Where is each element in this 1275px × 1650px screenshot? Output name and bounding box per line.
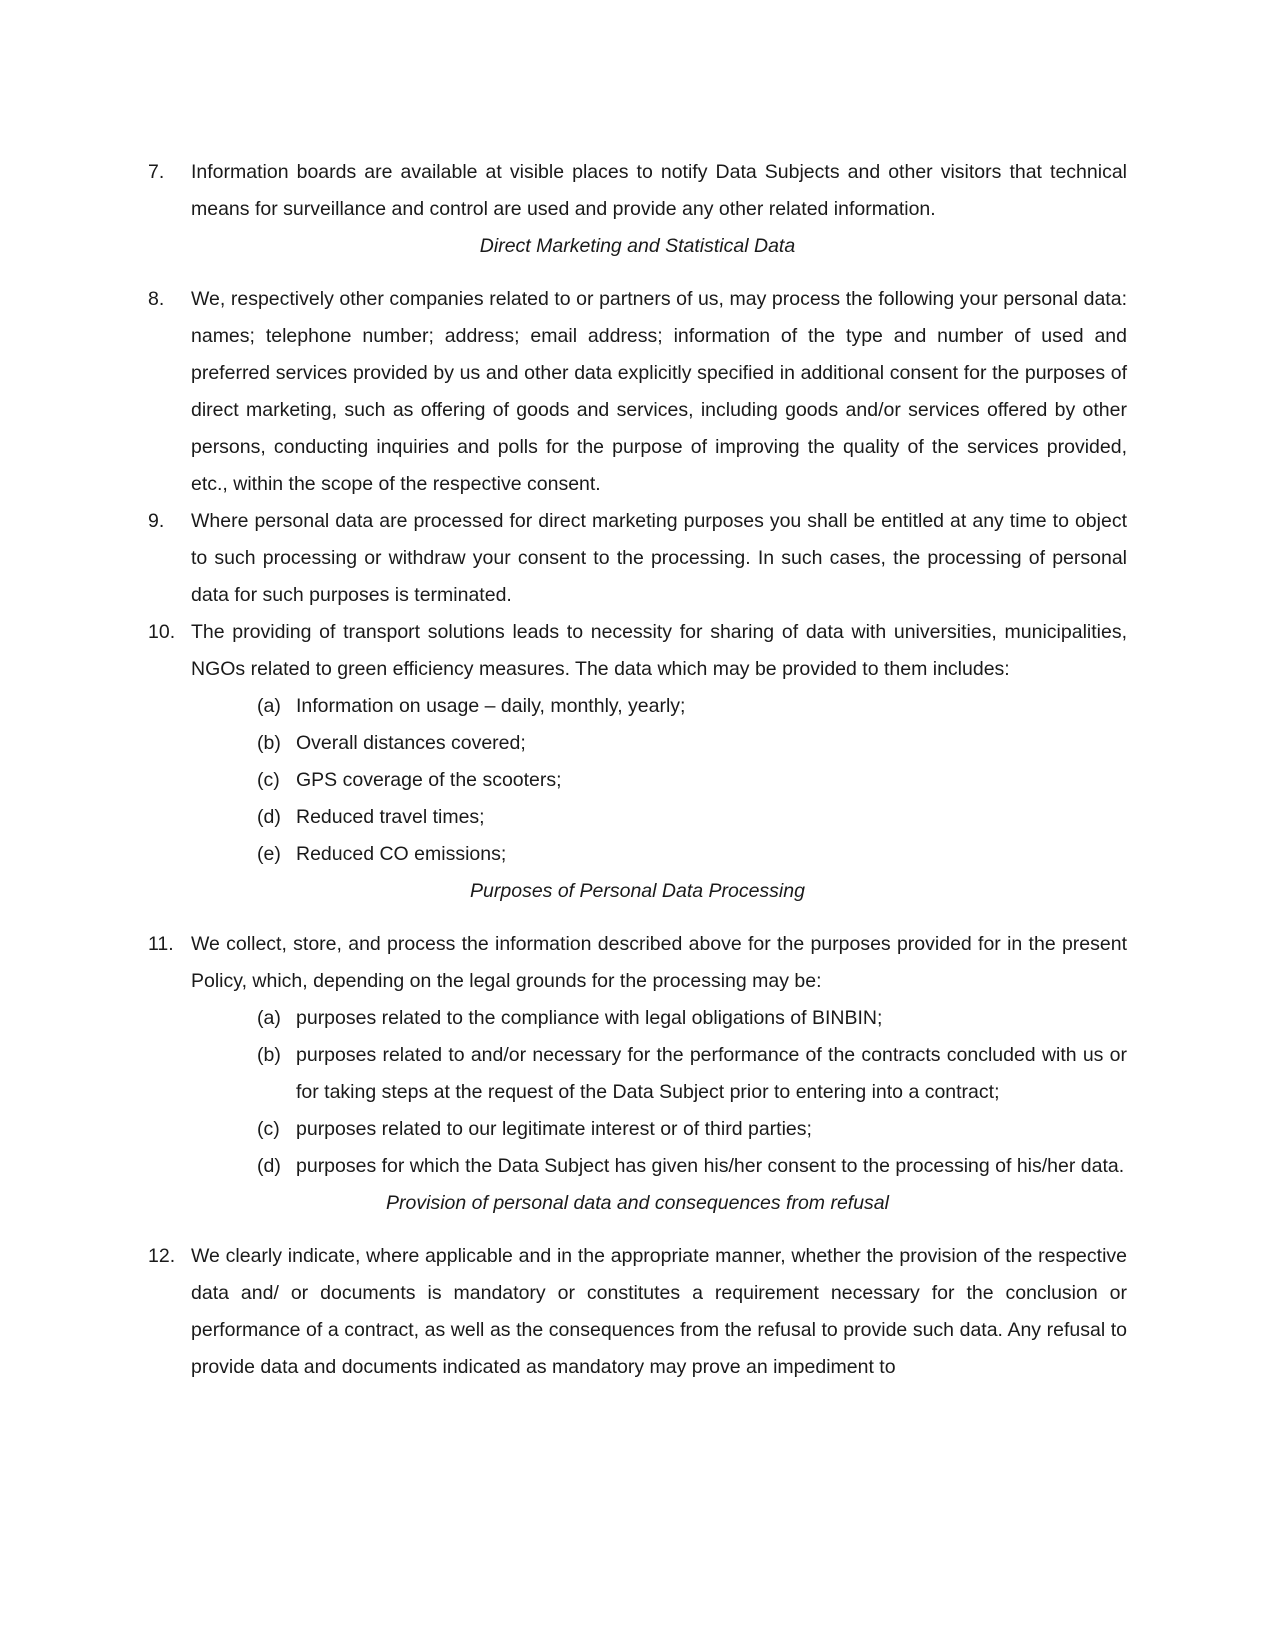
paragraph-7 (148, 154, 1127, 228)
paragraph-number: 10. (148, 621, 176, 643)
list-item (257, 799, 1127, 836)
list-item-label: (b) (257, 1044, 281, 1066)
list-item-label: (c) (257, 769, 280, 791)
paragraph-number: 9. (148, 510, 165, 532)
paragraph-8 (148, 281, 1127, 503)
document-content (148, 154, 1127, 1386)
list-item-label: (c) (257, 1118, 280, 1140)
list-item-text: GPS coverage of the scooters; (296, 769, 562, 791)
paragraph-text: Information boards are available at visible places to notify Data Subjects and other visitors that technical means for surveillance and control are used and provide any other related information. (191, 161, 1127, 220)
paragraph-10 (148, 614, 1127, 688)
paragraph-9 (148, 503, 1127, 614)
list-item (257, 1037, 1127, 1111)
list-item (257, 836, 1127, 873)
paragraph-text: We clearly indicate, where applicable and in the appropriate manner, whether the provision of the respective data and/ or documents is mandatory or constitutes a requirement necessary for the conclusion or performance of a contract, as well as the consequences from the refusal to provide such data. Any refusal to provide data and documents indicated as mandatory may prove an impediment to (191, 1245, 1127, 1378)
list-item (257, 1148, 1127, 1185)
list-item-label: (d) (257, 806, 281, 828)
list-item (257, 688, 1127, 725)
list-item-label: (d) (257, 1155, 281, 1177)
list-item-label: (a) (257, 1007, 281, 1029)
paragraph-number: 12. (148, 1245, 176, 1267)
list-item-text: Information on usage – daily, monthly, yearly; (296, 695, 686, 717)
list-item-text: purposes related to our legitimate interest or of third parties; (296, 1118, 812, 1140)
list-item-text: purposes related to the compliance with legal obligations of BINBIN; (296, 1007, 883, 1029)
list-item-text: Overall distances covered; (296, 732, 526, 754)
paragraph-11 (148, 926, 1127, 1000)
list-item (257, 1111, 1127, 1148)
paragraph-text: Where personal data are processed for direct marketing purposes you shall be entitled at any time to object to such processing or withdraw your consent to the processing. In such cases, the processing of personal data for such purposes is terminated. (191, 510, 1127, 606)
list-item-text: purposes related to and/or necessary for the performance of the contracts concluded with us or for taking steps at the request of the Data Subject prior to entering into a contract; (296, 1044, 1127, 1103)
paragraph-number: 11. (148, 933, 174, 955)
section-heading-purposes: Purposes of Personal Data Processing (470, 880, 805, 902)
list-item-text: Reduced CO emissions; (296, 843, 507, 865)
list-item-text: Reduced travel times; (296, 806, 485, 828)
paragraph-text: The providing of transport solutions leads to necessity for sharing of data with universities, municipalities, NGOs related to green efficiency measures. The data which may be provided to them includes: (191, 621, 1127, 680)
list-item-label: (a) (257, 695, 281, 717)
paragraph-text: We collect, store, and process the information described above for the purposes provided for in the present Policy, which, depending on the legal grounds for the processing may be: (191, 933, 1127, 992)
section-heading-provision: Provision of personal data and consequences from refusal (386, 1192, 889, 1214)
paragraph-number: 8. (148, 288, 165, 310)
paragraph-text: We, respectively other companies related to or partners of us, may process the following your personal data: names; telephone number; address; email address; information of the type and number of used and preferred services provided by us and other data explicitly specified in additional consent for the purposes of direct marketing, such as offering of goods and services, including goods and/or services offered by other persons, conducting inquiries and polls for the purpose of improving the quality of the services provided, etc., within the scope of the respective consent. (191, 288, 1127, 495)
section-heading-direct-marketing: Direct Marketing and Statistical Data (479, 235, 796, 257)
list-item-label: (b) (257, 732, 281, 754)
paragraph-12 (148, 1238, 1127, 1386)
paragraph-number: 7. (148, 161, 165, 183)
list-item-label: (e) (257, 843, 281, 865)
list-item (257, 725, 1127, 762)
list-item (257, 1000, 1127, 1037)
list-item (257, 762, 1127, 799)
list-item-text: purposes for which the Data Subject has given his/her consent to the processing of his/her data. (296, 1155, 1125, 1177)
